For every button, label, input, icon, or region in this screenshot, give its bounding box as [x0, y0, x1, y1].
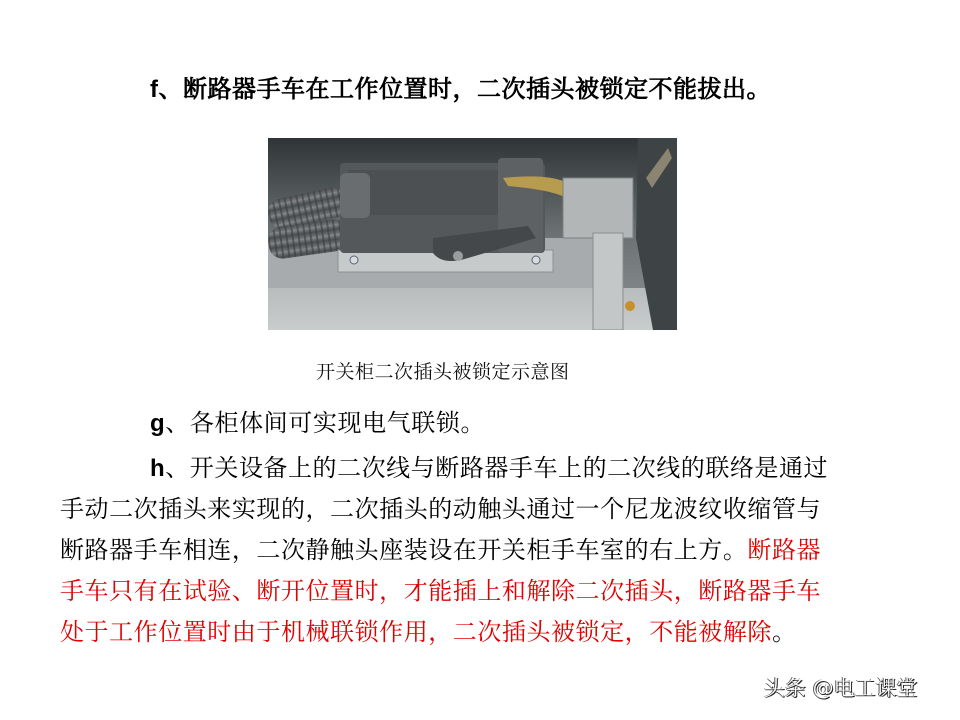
item-g-text: 、各柜体间可实现电气联锁。 [165, 409, 486, 437]
figure-caption: 开关柜二次插头被锁定示意图 [316, 361, 570, 383]
figure-photo [268, 138, 677, 330]
item-h-line-1-text: 、开关设备上的二次线与断路器手车上的二次线的联络是通过 [165, 454, 829, 482]
item-h-highlight-start: 断路器 [747, 536, 822, 564]
item-h-paragraph [60, 448, 900, 653]
item-h-highlight-line-2: 处于工作位置时由于机械联锁作用，二次插头被锁定，不能被解除 [60, 618, 772, 646]
item-h-line-3-text: 断路器手车相连，二次静触头座装设在开关柜手车室的右上方。 [60, 536, 748, 564]
item-g-label: g [150, 410, 166, 437]
item-f-text: 、断路器手车在工作位置时，二次插头被锁定不能拔出。 [158, 74, 771, 103]
item-h-label: h [150, 455, 166, 482]
watermark: 头条 @电工课堂 [764, 676, 918, 700]
secondary-plug-photo-illustration [268, 138, 677, 330]
item-h-line-2: 手动二次插头来实现的，二次插头的动触头通过一个尼龙波纹收缩管与 [60, 495, 822, 523]
item-g [150, 406, 485, 441]
item-h-highlight-line-2-wrap [60, 612, 900, 653]
item-h-line-1 [60, 448, 900, 489]
item-h-highlight-line-1: 手车只有在试验、断开位置时，才能插上和解除二次插头，断路器手车 [60, 577, 822, 605]
item-f-label: f [150, 76, 159, 103]
item-h-line-3 [60, 530, 900, 571]
heading-item-f [150, 72, 771, 107]
item-h-final-period: 。 [771, 618, 797, 646]
